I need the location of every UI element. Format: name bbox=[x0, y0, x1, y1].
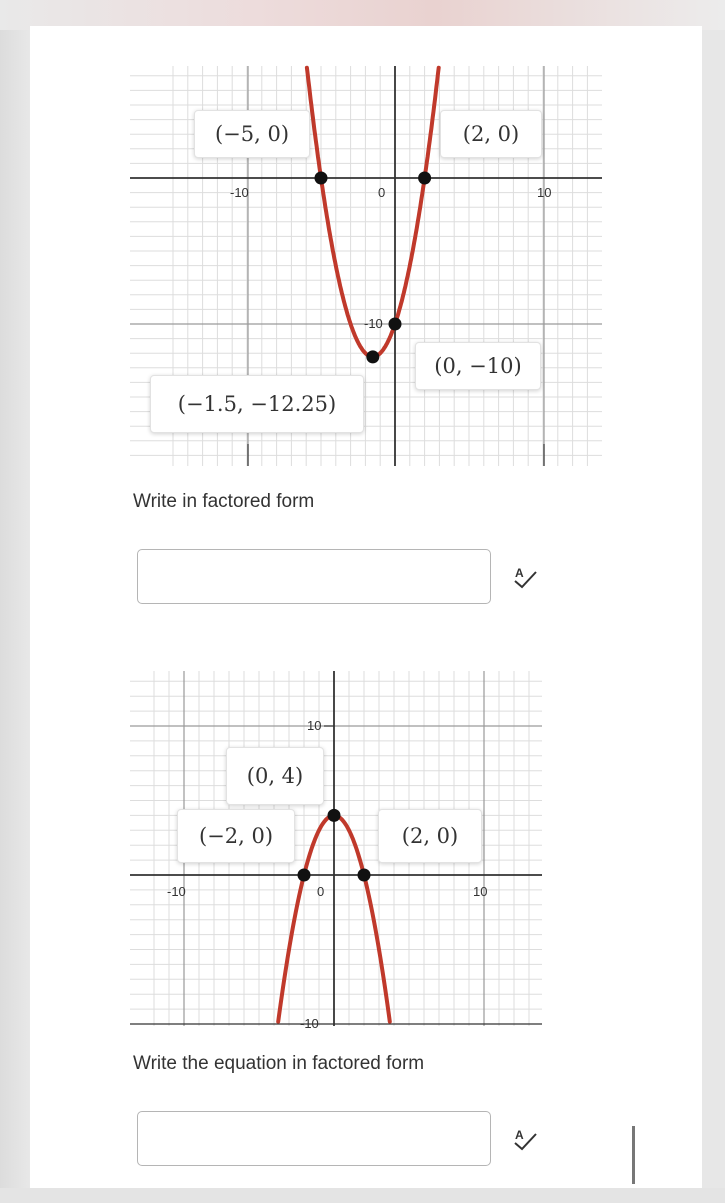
svg-text:A: A bbox=[515, 566, 524, 580]
graph-1-x-tick-neg10: -10 bbox=[230, 185, 249, 200]
graph-2-y-tick-neg10: -10 bbox=[300, 1016, 319, 1031]
question-1-prompt: Write in factored form bbox=[133, 491, 315, 512]
background-shadow-left bbox=[0, 30, 30, 1190]
graph-2-label-root-right: (2, 0) bbox=[378, 809, 482, 863]
spell-check-icon[interactable] bbox=[512, 564, 538, 590]
graph-2-point-1[interactable] bbox=[298, 869, 311, 882]
graph-2-point-2[interactable] bbox=[358, 869, 371, 882]
question-card bbox=[30, 26, 702, 1188]
background-blur-bottom bbox=[0, 1188, 725, 1203]
graph-1-label-y-intercept: (0, −10) bbox=[415, 342, 541, 390]
spell-check-icon[interactable] bbox=[512, 1126, 538, 1152]
question-2-prompt: Write the equation in factored form bbox=[133, 1053, 425, 1074]
graph-1-label-vertex: (−1.5, −12.25) bbox=[150, 375, 364, 433]
graph-1-label-root-left: (−5, 0) bbox=[194, 110, 310, 158]
graph-1-x-tick-10: 10 bbox=[537, 185, 552, 200]
svg-text:A: A bbox=[515, 1128, 524, 1142]
question-2-answer-input[interactable] bbox=[137, 1111, 491, 1166]
graph-2-x-tick-neg10: -10 bbox=[167, 884, 186, 899]
text-cursor bbox=[632, 1126, 635, 1184]
graph-2-label-root-left: (−2, 0) bbox=[177, 809, 295, 863]
graph-2-point-0[interactable] bbox=[328, 809, 341, 822]
graph-1-y-tick-neg10: -10 bbox=[364, 316, 383, 331]
graph-2-x-tick-0: 0 bbox=[317, 884, 325, 899]
question-1-answer-input[interactable] bbox=[137, 549, 491, 604]
graph-2-y-tick-10: 10 bbox=[307, 718, 322, 733]
graph-2 bbox=[30, 26, 702, 1066]
graph-1-label-root-right: (2, 0) bbox=[440, 110, 542, 158]
graph-1-x-tick-0: 0 bbox=[378, 185, 386, 200]
graph-2-label-vertex: (0, 4) bbox=[226, 747, 324, 805]
graph-2-x-tick-10: 10 bbox=[473, 884, 488, 899]
